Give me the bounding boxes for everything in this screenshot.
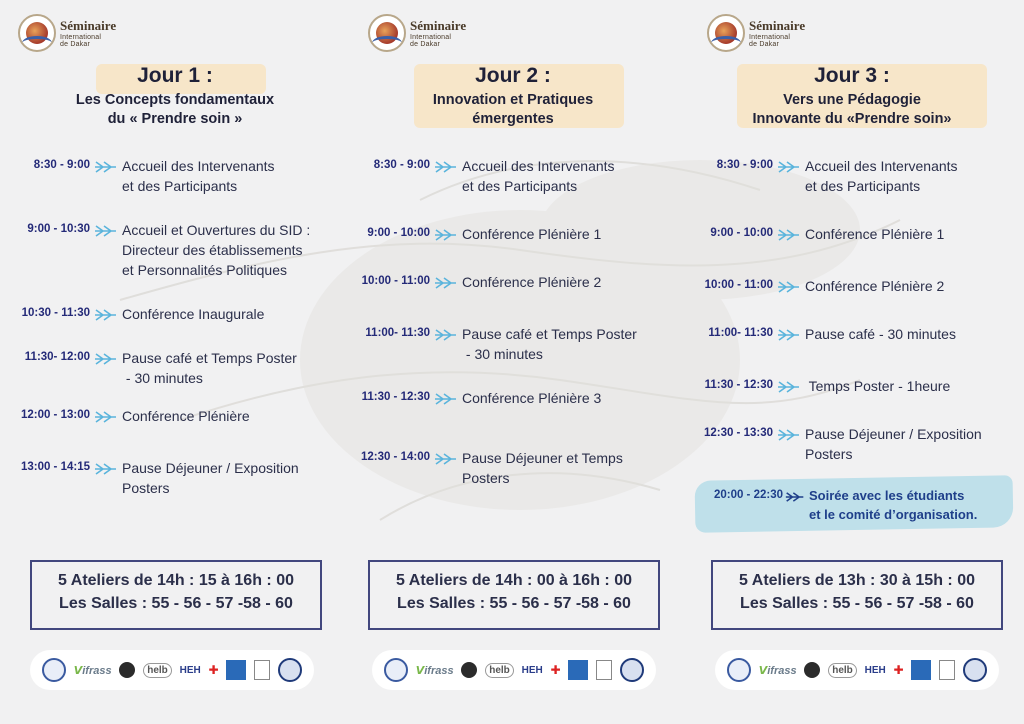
partner-seal-icon — [620, 658, 644, 682]
logo-subtitle-2: de Dakar — [749, 41, 780, 48]
time-slot: 8:30 - 9:00 — [716, 159, 773, 171]
activity: Soirée avec les étudiants et le comité d’organisation. — [809, 488, 978, 522]
schedule-row — [342, 156, 615, 196]
helb-logo: helb — [485, 663, 514, 678]
day-2-subtitle-line-1: Innovation et Pratiques — [432, 92, 594, 108]
red-cross-icon: ✚ — [893, 663, 904, 677]
double-chevron-icon — [94, 308, 118, 322]
globe-logo-icon — [18, 14, 56, 52]
time-slot: 9:00 - 10:00 — [710, 227, 773, 239]
day-2-subtitle-line-2: émergentes — [472, 111, 554, 127]
day-2-title: Jour 2 : — [475, 64, 551, 87]
workshops-box — [711, 560, 1003, 630]
seminar-logo — [368, 14, 466, 52]
activity: Conférence Plénière 1 — [805, 226, 945, 242]
day-1-title: Jour 1 : — [137, 64, 213, 87]
ifrass-logo: Ⅴifrass — [73, 664, 112, 677]
time-slot: 9:00 - 10:30 — [27, 223, 90, 235]
time-slot: 11:00- 11:30 — [365, 327, 430, 339]
day-3-title: Jour 3 : — [814, 64, 890, 87]
day-2-header — [378, 64, 648, 126]
activity: Accueil et Ouvertures du SID : Directeur des établissements et Personnalités Politiques — [122, 222, 311, 278]
double-chevron-icon — [434, 392, 458, 406]
double-chevron-icon — [434, 328, 458, 342]
logo-subtitle-2: de Dakar — [60, 41, 91, 48]
time-slot: 11:30 - 12:30 — [704, 379, 773, 391]
day-1-subtitle-line-2: du « Prendre soin » — [107, 111, 243, 127]
time-slot: 10:00 - 11:00 — [361, 275, 430, 287]
red-cross-icon: ✚ — [550, 663, 561, 677]
activity: Accueil des Intervenants et des Participants — [805, 158, 958, 194]
schedule-row — [683, 324, 956, 344]
activity: Conférence Inaugurale — [122, 306, 265, 322]
schedule-row — [0, 458, 299, 498]
activity: Pause café - 30 minutes — [805, 326, 956, 342]
time-slot: 11:30 - 12:30 — [361, 391, 430, 403]
time-slot: 11:00- 11:30 — [708, 327, 773, 339]
globe-logo-icon — [368, 14, 406, 52]
day-3-header — [717, 64, 987, 126]
time-slot: 20:00 - 22:30 — [713, 489, 783, 501]
ifrass-logo: Ⅴifrass — [758, 664, 797, 677]
heh-logo: HEH — [521, 664, 543, 676]
schedule-row — [342, 448, 623, 488]
workshops-time: 5 Ateliers de 13h : 30 à 15h : 00 — [739, 572, 975, 589]
schedule-row — [0, 406, 250, 426]
day-1-header — [40, 64, 310, 126]
double-chevron-icon — [94, 160, 118, 174]
double-chevron-icon — [785, 490, 805, 504]
workshops-rooms: Les Salles : 55 - 56 - 57 -58 - 60 — [397, 595, 631, 612]
institution-logo-icon — [804, 662, 820, 678]
workshops-time: 5 Ateliers de 14h : 00 à 16h : 00 — [396, 572, 632, 589]
time-slot: 8:30 - 9:00 — [33, 159, 90, 171]
ifrass-logo: Ⅴifrass — [415, 664, 454, 677]
schedule-row — [683, 424, 982, 464]
sponsor-logos — [372, 650, 656, 690]
partner-seal-icon — [278, 658, 302, 682]
double-chevron-icon — [434, 228, 458, 242]
time-slot: 12:30 - 13:30 — [703, 427, 773, 439]
sponsor-logos — [715, 650, 999, 690]
double-chevron-icon — [94, 224, 118, 238]
university-seal-icon — [727, 658, 751, 682]
activity: Accueil des Intervenants et des Participants — [122, 158, 275, 194]
day-1-subtitle-line-1: Les Concepts fondamentaux — [75, 92, 275, 108]
schedule-row — [683, 156, 958, 196]
workshops-box — [30, 560, 322, 630]
double-chevron-icon — [94, 352, 118, 366]
day-1-column — [0, 0, 340, 724]
logo-title: Séminaire — [749, 18, 806, 33]
day-2-column — [342, 0, 682, 724]
institution-logo-icon — [119, 662, 135, 678]
activity: Accueil des Intervenants et des Participants — [462, 158, 615, 194]
schedule-row-evening — [683, 486, 977, 524]
time-slot: 9:00 - 10:00 — [367, 227, 430, 239]
schedule-row — [0, 220, 310, 280]
seminar-logo — [707, 14, 805, 52]
time-slot: 10:00 - 11:00 — [704, 279, 773, 291]
partner-seal-icon — [963, 658, 987, 682]
schedule-row — [683, 224, 944, 244]
seminar-logo — [18, 14, 116, 52]
activity: Pause café et Temps Poster - 30 minutes — [462, 326, 637, 362]
partner-logo-icon — [911, 660, 931, 680]
time-slot: 8:30 - 9:00 — [373, 159, 430, 171]
double-chevron-icon — [777, 380, 801, 394]
activity: Conférence Plénière — [122, 408, 250, 424]
heh-logo: HEH — [179, 664, 201, 676]
time-slot: 11:30- 12:00 — [24, 351, 90, 363]
schedule-row — [342, 388, 601, 408]
red-cross-icon: ✚ — [208, 663, 219, 677]
double-chevron-icon — [777, 280, 801, 294]
time-slot: 12:00 - 13:00 — [20, 409, 90, 421]
double-chevron-icon — [434, 160, 458, 174]
day-3-column — [683, 0, 1023, 724]
schedule-row — [342, 224, 601, 244]
partner-badge-icon — [596, 660, 612, 680]
schedule-row — [0, 304, 264, 324]
activity: Conférence Plénière 2 — [805, 278, 945, 294]
time-slot: 13:00 - 14:15 — [20, 461, 90, 473]
globe-logo-icon — [707, 14, 745, 52]
double-chevron-icon — [94, 462, 118, 476]
schedule-row — [342, 324, 637, 364]
double-chevron-icon — [777, 428, 801, 442]
partner-badge-icon — [939, 660, 955, 680]
university-seal-icon — [384, 658, 408, 682]
activity: Temps Poster - 1heure — [805, 378, 951, 394]
helb-logo: helb — [828, 663, 857, 678]
institution-logo-icon — [461, 662, 477, 678]
day-3-subtitle-line-1: Vers une Pédagogie — [783, 92, 921, 108]
time-slot: 10:30 - 11:30 — [21, 307, 90, 319]
double-chevron-icon — [777, 228, 801, 242]
logo-title: Séminaire — [60, 18, 117, 33]
sponsor-logos — [30, 650, 314, 690]
logo-title: Séminaire — [410, 18, 467, 33]
activity: Pause café et Temps Poster - 30 minutes — [122, 350, 297, 386]
logo-subtitle-2: de Dakar — [410, 41, 441, 48]
workshops-rooms: Les Salles : 55 - 56 - 57 -58 - 60 — [59, 595, 293, 612]
schedule-row — [342, 272, 601, 292]
double-chevron-icon — [434, 276, 458, 290]
helb-logo: helb — [143, 663, 172, 678]
partner-logo-icon — [226, 660, 246, 680]
logo-subtitle: International — [60, 34, 102, 41]
schedule-row — [683, 276, 944, 296]
double-chevron-icon — [777, 328, 801, 342]
schedule-row — [683, 376, 950, 396]
activity: Conférence Plénière 1 — [462, 226, 602, 242]
logo-subtitle: International — [749, 34, 791, 41]
day-3-subtitle-line-2: Innovante du «Prendre soin» — [752, 111, 952, 127]
activity: Pause Déjeuner / Exposition Posters — [805, 426, 982, 462]
partner-logo-icon — [568, 660, 588, 680]
activity: Conférence Plénière 2 — [462, 274, 602, 290]
activity: Pause Déjeuner et Temps Posters — [462, 450, 623, 486]
time-slot: 12:30 - 14:00 — [360, 451, 430, 463]
workshops-time: 5 Ateliers de 14h : 15 à 16h : 00 — [58, 572, 294, 589]
workshops-rooms: Les Salles : 55 - 56 - 57 -58 - 60 — [740, 595, 974, 612]
double-chevron-icon — [777, 160, 801, 174]
activity: Conférence Plénière 3 — [462, 390, 602, 406]
schedule-row — [0, 348, 297, 388]
double-chevron-icon — [94, 410, 118, 424]
workshops-box — [368, 560, 660, 630]
partner-badge-icon — [254, 660, 270, 680]
university-seal-icon — [42, 658, 66, 682]
double-chevron-icon — [434, 452, 458, 466]
heh-logo: HEH — [864, 664, 886, 676]
activity: Pause Déjeuner / Exposition Posters — [122, 460, 299, 496]
logo-subtitle: International — [410, 34, 452, 41]
schedule-row — [0, 156, 275, 196]
